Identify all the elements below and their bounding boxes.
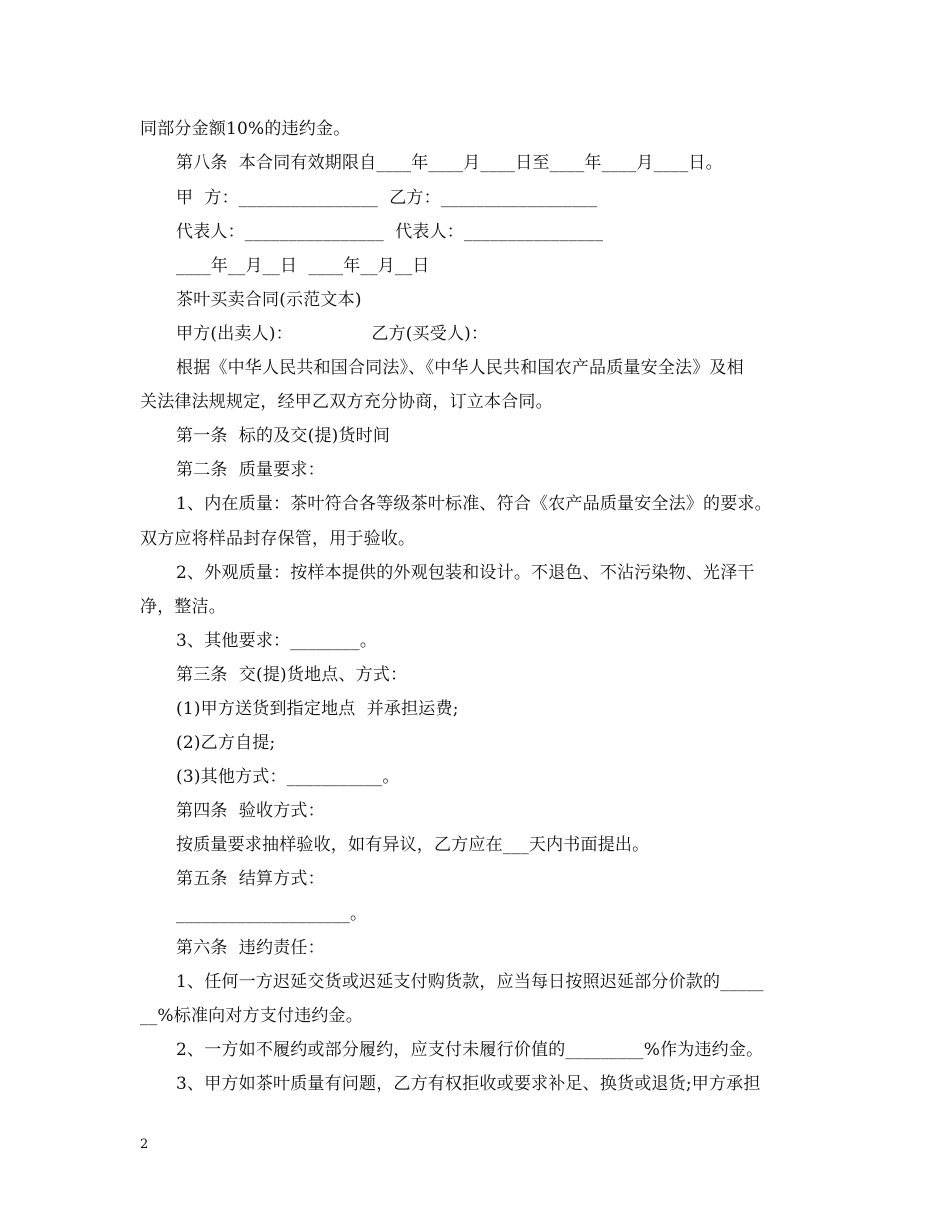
text-line: 2、一方如不履约或部分履约，应支付未履行价值的_________%作为违约金。 [176, 1040, 764, 1060]
text-line: 关法律法规规定，经甲乙双方充分协商，订立本合同。 [140, 392, 553, 412]
text-line: 2、外观质量：按样本提供的外观包装和设计。不退色、不沾污染物、光泽干 [176, 563, 755, 583]
text-line: 1、内在质量：茶叶符合各等级茶叶标准、符合《农产品质量安全法》的要求。 [176, 494, 772, 514]
text-line: 第三条 交(提)货地点、方式： [176, 665, 408, 685]
text-line: 双方应将样品封存保管，用于验收。 [140, 529, 416, 549]
text-line: 第四条 验收方式： [176, 801, 325, 821]
text-line: (2)乙方自提; [176, 733, 276, 753]
text-line: 根据《中华人民共和国合同法》、《中华人民共和国农产品质量安全法》及相 [176, 358, 744, 378]
text-line: 第二条 质量要求： [176, 460, 325, 480]
page-number: 2 [140, 1137, 149, 1152]
text-line: 甲方(出卖人)： 乙方(买受人)： [176, 324, 489, 344]
text-line: 1、任何一方迟延交货或迟延支付购货款，应当每日按照迟延部分价款的_____ [176, 972, 764, 992]
text-line: 第五条 结算方式： [176, 869, 325, 889]
text-line: 同部分金额10%的违约金。 [140, 119, 351, 139]
text-line: 第六条 违约责任： [176, 938, 325, 958]
text-line: (1)甲方送货到指定地点 并承担运费; [176, 699, 459, 719]
text-line: 代表人：________________ 代表人：________________ [176, 222, 604, 242]
text-line: ____________________。 [176, 904, 368, 924]
text-line: 按质量要求抽样验收，如有异议，乙方应在___天内书面提出。 [176, 835, 650, 855]
text-line: ____年__月__日 ____年__月__日 [176, 256, 430, 276]
text-line: 甲 方：________________ 乙方：__________________ [176, 188, 598, 208]
text-line: __%标准向对方支付违约金。 [140, 1006, 363, 1026]
text-line: 第八条 本合同有效期限自____年____月____日至____年____月____日。 [176, 153, 723, 173]
text-line: 3、其他要求：________。 [176, 631, 378, 651]
text-line: (3)其他方式：___________。 [176, 767, 400, 787]
text-line: 3、甲方如茶叶质量有问题，乙方有权拒收或要求补足、换货或退货;甲方承担 [176, 1074, 761, 1094]
text-line: 茶叶买卖合同(示范文本) [176, 290, 362, 310]
text-line: 第一条 标的及交(提)货时间 [176, 426, 391, 446]
text-line: 净，整洁。 [140, 597, 226, 617]
